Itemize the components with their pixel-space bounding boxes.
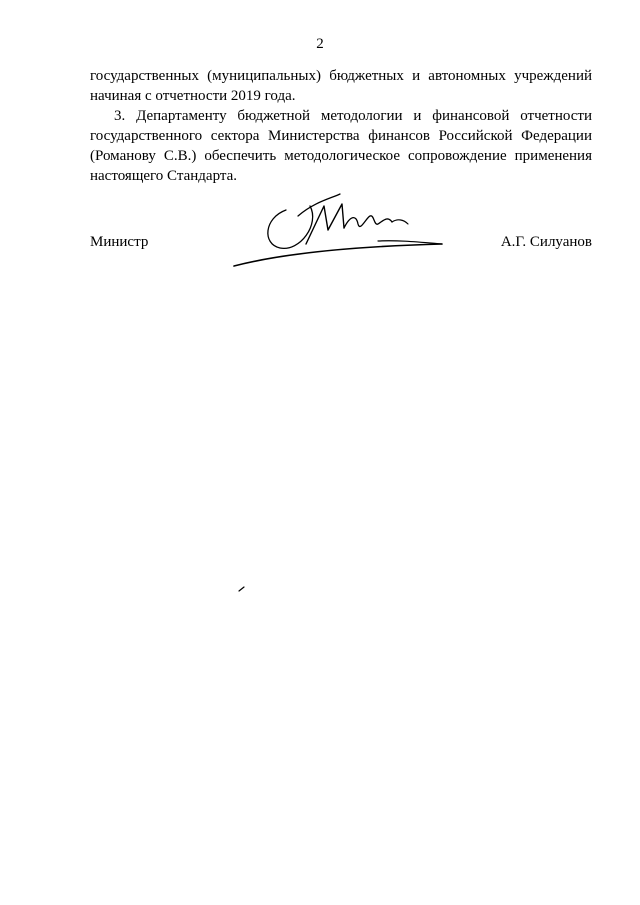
paragraph-line: государственных (муниципальных) бюджетных и автономных учреждений xyxy=(90,68,592,84)
paragraph-line: начиная с отчетности 2019 года. xyxy=(90,88,296,104)
page-number: 2 xyxy=(316,36,324,52)
signatory-name: А.Г. Силуанов xyxy=(500,234,592,250)
signatory-title: Министр xyxy=(90,234,149,250)
paragraph-2 xyxy=(90,106,592,186)
paragraph-line: (Романову С.В.) обеспечить методологическое сопровождение применения xyxy=(90,148,592,164)
scan-mark-icon xyxy=(238,586,246,592)
paragraph-line: 3. Департаменту бюджетной методологии и финансовой отчетности xyxy=(114,108,592,124)
paragraph-1 xyxy=(90,66,592,106)
paragraph-line: настоящего Стандарта. xyxy=(90,168,238,184)
signature-icon xyxy=(228,186,450,272)
paragraph-line: государственного сектора Министерства финансов Российской Федерации xyxy=(90,128,592,144)
